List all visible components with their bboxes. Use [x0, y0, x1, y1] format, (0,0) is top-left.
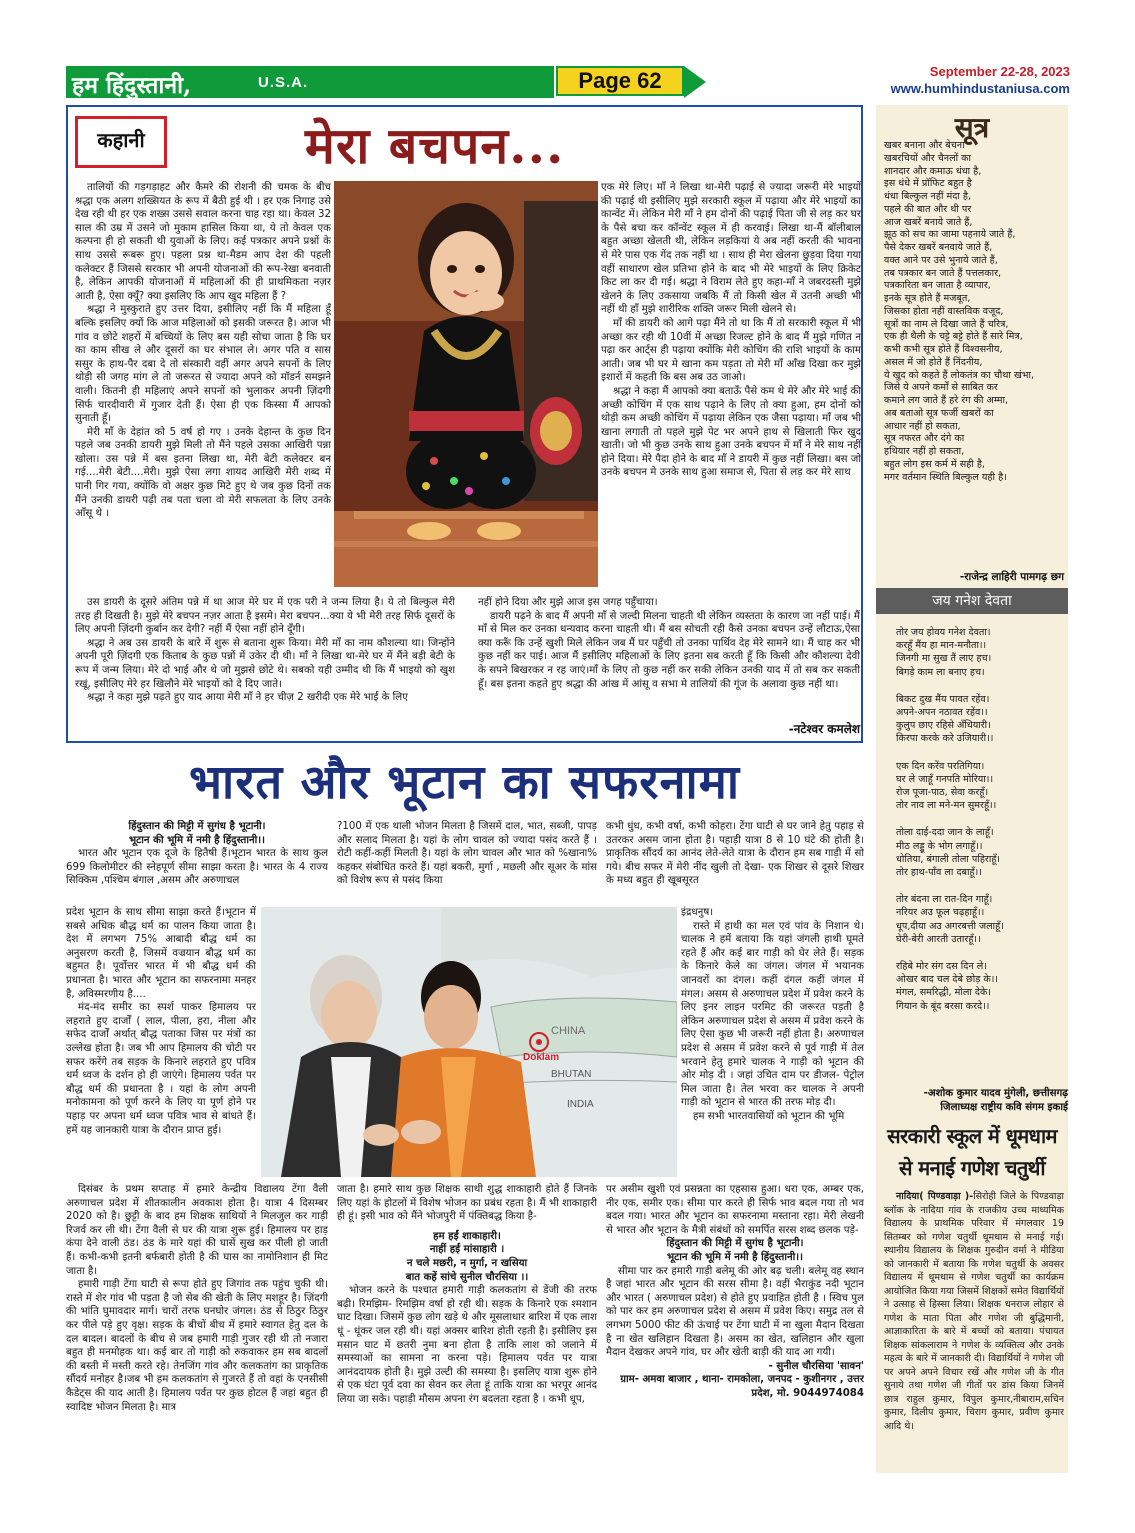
- poem-line: तोर जय होवय गनेश देवता।: [896, 627, 991, 638]
- paragraph: मेरी माँ के देहांत को 5 वर्ष हो गए । उनके देहान्त के कुछ दिन पहले जब उनकी डायरी मुझे मिली तो मैंने पहले उसका आखिरी पन्ना खोला। उस पन्ने में बस इतना लिखा था, मेरी बेटी कलेक्टर बन गई....मेरी बेटी....मेरी। मुझे ऐसा लगा शायद आखिरी मेरी शब्द में पानी गिर गया, क्योंकि वो अक्षर कुछ मिटे हुए थे जब कुछ दिनों तक मैंने उनकी डायरी पढ़ी तब पता चला वो मेरी सफलता के लिए उनके आँसू थे ।: [75, 426, 331, 520]
- poem-line: बिकट दुख मैंय पावत रहेंव।: [896, 693, 990, 705]
- poem-line: बिगड़े काम ला बनाए हच।: [896, 666, 985, 678]
- paragraph: प्रदेश भूटान के साथ सीमा साझा करते हैं।भूटान में सबसे अधिक बौद्ध धर्म का पालन किया जाता है। देश में लगभग 75% आबादी बौद्ध धर्म का अनुसरण करती है, जिसमें वज्रयान बौद्ध धर्म का बहुमत है। पूर्वोत्तर भारत में भी बौद्ध धर्म की प्रधानता है। भारत और भूटान का सफरनामा मनहर है, अविस्मरणीय है....: [66, 907, 256, 1000]
- author-line: जिलाध्यक्ष राष्ट्रीय कवि संगम इकाई: [940, 1101, 1068, 1113]
- poem-line: अपने-अपन नठावत रहेंव।।: [896, 707, 988, 719]
- poem-line: जिसे ये अपने कर्मों से साबित कर: [884, 382, 998, 394]
- paragraph: श्रद्धा ने मुस्कुराते हुए उत्तर दिया, इसीलिए नहीं कि मैं महिला हूँ बल्कि इसलिए क्यों कि आज महिलाओं को इसकी जरूरत है। आज भी गांव व छोटे शहरों में बच्चियों के लिए बस यही सोचा जाता है कि घर का काम सीख ले और दूसरों का घर संभाल ले। अगर पति व सास ससुर के हाथ-पैर दबा दे तो संस्कारी वहीं अगर अपने सपनों के लिए थोड़ी सी जगह मांग ले तो जरूरत से ज्यादा अपने को मॉडर्न समझने वाली। कितनी ही महिलाएं अपने सपनों को भुलाकर अपनी ज़िंदगी सिर्फ चारदीवारी में गुजार देती हैं। ऐसा ही एक किस्सा मैं आपको सुनाती हूँ।: [75, 304, 331, 425]
- map-label-bhutan: BHUTAN: [551, 1069, 592, 1080]
- poem-line: ये खुद को कहते हैं लोकतंत्र का चौथा खंभा,: [884, 369, 1035, 381]
- closing-line: भूटान की भूमि में नमी है हिंदुस्तानी।।: [667, 1251, 803, 1263]
- article-column: [337, 1183, 597, 1473]
- story-tag: कहानी: [97, 128, 145, 152]
- news-body: [884, 1190, 1064, 1474]
- poem-line: आज खबरें बनाये जाते हैं,: [884, 216, 973, 228]
- closing-line: हिंदुस्तान की मिट्टी में सुगंध है भूटानी।: [666, 1238, 804, 1250]
- poem-line: गियान के बूंद बरसा करदे।।: [896, 1000, 990, 1012]
- paragraph: श्रद्धा ने अब उस डायरी के बारे में शुरू से बताना शुरू किया। मेरी माँ का नाम कौशल्या था। जिन्होंने अपनी पूरी ज़िंदगी एक किताब के कुछ पन्नों में उकेर दी थी। माँ ने लिखा था-मेरे घर में मैंने बड़ी बेटी के रूप में जन्म लिया। मेरे दो भाई और थे जो मुझसे छोटे थे। सबको यही उम्मीद थी कि मैं भाइयो को खुश रखूं, इसीलिए मेरे हर खिलौने मेरे भाइयों को दे दिए जाते।: [75, 637, 455, 690]
- paragraph: डायरी पढ़ने के बाद मैं अपनी माँ से जल्दी मिलना चाहती थी लेकिन व्यस्तता के कारण जा नहीं पाई। मैं माँ से मिल कर उनका धन्यवाद करना चाहती थी। मैं बस सोचती रही कैसे उनका बचपन उन्हें लौटाऊ,ऐसा क्या करूँ कि उन्हें खुशी मिले लेकिन जब मैं घर पहुँची तो उनका पार्थिव देह मेरे सामने था। मैं चाह कर भी कुछ नहीं कर पाई। आज मैं इसीलिए महिलाओं के लिए इतना सब करती हूँ कि किसी और कौशल्या देवी के सपने बिखरकर न रह जाएं।माँ के लिए तो कुछ नहीं कर सकी लेकिन उनकी याद में तो सब कर सकती हूँ। बस इतना कहते हुए श्रद्धा की आंख में आंसू व सभा मे तालियों की गूंज के अलावा कुछ नहीं था।: [478, 610, 860, 690]
- poem-line: तब पत्रकार बन जाते हैं पत्तलकार,: [884, 267, 1002, 279]
- poem-line: मगर वर्तमान स्थिति बिल्कुल यही है।: [884, 471, 1007, 483]
- website-link[interactable]: www.humhindustaniusa.com: [890, 81, 1070, 96]
- poem-line: रहिबे मोर संग दस दिन ले।: [896, 961, 987, 973]
- article-column: [606, 1183, 864, 1473]
- story-photo: [334, 181, 598, 587]
- article-column: [66, 1183, 328, 1473]
- poem-line: करहूँ मैंय हा मान-मनौता।।: [896, 640, 987, 652]
- paragraph: श्रद्धा ने कहा मुझे पढ़ते हुए याद आया मेरी माँ ने हर चीज़ 2 खरीदी एक मेरे भाई के लिए: [87, 692, 408, 704]
- verse-line: नाहीं हईं मांसाहारी ।: [429, 1244, 505, 1256]
- map-photo: [261, 907, 677, 1177]
- poem-title: सूत्र: [954, 111, 990, 144]
- story-column: [478, 596, 860, 720]
- paragraph: रास्ते में हाथी का मल एवं पांव के निशान थे। चालक ने हमें बताया कि यहां जंगली हाथी घूमते रहते हैं और कई बार गाड़ी को घेर लेते हैं। सड़क के किनारे केले का जंगल। जंगल में भयानक जानवरों का दंगल। कहीं दंगल कहीं जंगल में मंगल। असम से अरुणाचल प्रदेश में प्रवेश करने के लिए इनर लाइन परमिट की जरूरत पड़ती है लेकिन अरुणाचल प्रदेश से असम में प्रवेश करने के लिए ऐसा कुछ भी जरूरी नहीं होता है। अरुणाचल प्रदेश से असम में प्रवेश करने से पूर्व गाड़ी में तेल भरवाने हेतु हमारे चालक ने गाड़ी को भूटान की ओर मोड़ दी । जहां उचित दाम पर डीजल- पेट्रोल मिल जाता है। तेल भरवा कर चालक ने अपनी गाड़ी को भूटान से भारत की तरफ मोड़ दी।: [681, 920, 864, 1109]
- map-label-doklam: Doklam: [523, 1052, 560, 1063]
- poem-line: मीठ लड्डू के भोग लगाहूँ।।: [896, 840, 983, 852]
- poem-line: धोतिया, बंगाली तोला पहिराहूँ।: [896, 853, 1001, 865]
- poem-body: [884, 140, 1064, 484]
- verse-line: हम हईं शाकाहारी।: [433, 1230, 501, 1242]
- article-column: [606, 820, 864, 906]
- paragraph: उस डायरी के दूसरे अंतिम पन्ने में था आज मेरे घर में एक परी ने जन्म लिया है। ये तो बिल्कुल मेरी तरह ही दिखती है। मुझे मेरे बचपन नज़र आता है इसमे। मेरा बचपन...क्या ये भी मेरी तरह सिर्फ दूसरों के लिए अपनी ज़िंदगी कुर्बान कर देगी? नहीं मैं ऐसा नहीं होने दूँगी।: [75, 597, 455, 636]
- paragraph: नहीं होने दिया और मुझे आज इस जगह पहुँचाया।: [478, 597, 658, 608]
- poem-line: कभी कभी सूत्र होते हैं विश्वसनीय,: [884, 344, 1003, 355]
- paragraph: हमारी गाड़ी टेंगा घाटी से रूपा होते हुए जिगांव तक पहुंच चुकी थी। रास्ते में शेर गांव भी पड़ता है जो सेब की खेती के लिए मशहूर है। ज़िंदगी की भांति घुमावदार मार्ग। चारों तरफ घनघोर जंगल। ठंड से ठिठुर ठिठुर कर पीले पड़े हुए वृक्ष। सड़क के बीचों बीच में हमारे स्वागत हेतु दल के दल बादल। बादलों के बीच से जब हमारी गाड़ी गुजर रही थी तो नजारा बहुत ही मनमोहक था। कई बार तो गाड़ी को रुकवाकर हम सब बादलों की बस्ती में मस्ती करते रहे। तेनजिंग गांव और कलकतांग का प्राकृतिक सौंदर्य मनोहर है।जब भी हम कलकतांग से गुजरते हैं तो वहां के एनसीसी कैडेट्स की याद आती है। हिमालय पर्वत पर कुछ होटल हैं जहां बहुत ही स्वादिष्ट भोजन मिलता है। मात्र: [66, 1279, 328, 1413]
- poem-line: आधार नहीं हो सकता,: [884, 420, 961, 432]
- verse-line: न चले मछरी, न मुर्गा, न खसिया: [406, 1257, 528, 1269]
- story-column: [75, 596, 455, 720]
- poem-line: जिनगी मा सुख तैं लाए हच।: [896, 653, 992, 665]
- poem-line: नरियर अउ फूल चढ़हाहूँ।।: [896, 907, 985, 919]
- poem-line: तोर हाथ-पाँव ला दबाहूँ।।: [896, 867, 982, 879]
- headline-line: से मनाई गणेश चतुर्थी: [898, 1156, 1046, 1180]
- poem-line: हथियार नहीं हो सकता,: [884, 446, 965, 457]
- poem-line: असल में जो होते हैं निंदनीय,: [884, 356, 983, 368]
- poem-author: [884, 1087, 1068, 1114]
- poem-line: तोर बंदना ला रात-दिन गाहूँ।: [896, 894, 993, 906]
- paragraph: श्रद्धा ने कहा मैं आपको क्या बताऊँ पैसे कम थे मेरे और मेरे भाई की अच्छी कोचिंग में एक साथ पढ़ाने के लिए तो क्या हुआ, हम दोनों को थोड़ी कम अच्छी कोचिंग में पढ़ाया लेकिन एक जैसा पढ़ाया। माँ जब भी खाना लगाती तो पहले मुझे पेट भर अपने हाथ से खिलाती फिर खुद खाती। जो भी कुछ उनके साथ हुआ उनके बचपन में माँ ने मेरे साथ नहीं होने दिया। मेरे पैदा होने के बाद माँ ने डायरी में कुछ नहीं लिखा। बस जो उनके बचपन मे उनके साथ हुआ समाज से, पिता से लड़ कर मेरे साथ: [601, 385, 861, 479]
- poem-title: जय गनेश देवता: [932, 593, 1012, 609]
- article-column: [66, 820, 328, 906]
- poem-line: धंधा बिल्कुल नहीं मंदा है,: [884, 191, 972, 202]
- poem-line: रोज पूजा-पाठ, सेवा करहूँ।: [896, 787, 989, 799]
- map-label-india: INDIA: [567, 1099, 594, 1110]
- paragraph: माँ की डायरी को आगे पढ़ा मैंने तो था कि मैं तो सरकारी स्कूल में भी अच्छा कर रही थी 10वीं में अच्छा रिजल्ट होने के बाद मैं मुझे गणित न पढ़ा कर आर्ट्स ही पढ़ाया क्योंकि मेरी कोचिंग की राशि भाइयों के काम आती। जब भी घर मे खाना कम पड़ता तो मेरी माँ आँख दिखा कर मुझे इशारों में कहती कि बस अब उठ जाओ।: [601, 317, 861, 384]
- article-column: [66, 906, 256, 1180]
- poem-line: अब बताओ सूत्र फर्जी खबरों का: [884, 407, 994, 419]
- poem-author: -राजेन्द्र लाहिरी पामगढ़ छग: [959, 571, 1064, 583]
- paragraph: भोजन करने के पश्चात हमारी गाड़ी कलकतांग से डेंजी की तरफ बढ़ी। रिमझिम- रिमझिम वर्षा हो रही थी। सड़क के किनारे एक श्मशान घाट दिखा। जिसमें कुछ लोग खड़े थे और मूसलाधार बारिश में एक लाश धूं - धूंकर जल रही थी। यहां अक्सर बारिश होती रहती है। इसीलिए इस मसान घाट में छतरी नुमा बना होता है ताकि लाश को जलाने में समस्याओं का सामना ना करना पड़े। हिमालय पर्वत पर यात्रा आनंददायक होती है। मुझे उल्टी की समस्या है। इसलिए यात्रा शुरू होने से एक घंटा पूर्व दवा का सेवन कर लेता हूं ताकि यात्रा का भरपूर आनंद लिया जा सके। पहाड़ी मौसम अपना रंग बदलता रहता है । कभी धूप,: [337, 1285, 597, 1405]
- poem-line: जिसका होता नहीं वास्तविक वजूद,: [884, 305, 1004, 317]
- poem-line: कमाने लग जाते हैं हरे रंग की अम्मा,: [884, 395, 1008, 406]
- girl-photo-illustration: [334, 181, 598, 587]
- poem-line: झूठ को सच का जामा पहनाये जाते हैं,: [884, 229, 1016, 241]
- leaders-map-illustration: [261, 907, 677, 1177]
- poem-line: सूत्र नफरत और दंगे का: [884, 433, 965, 445]
- paragraph: एक मेरे लिए। माँ ने लिखा था-मेरी पढ़ाई से ज्यादा जरूरी मेरे भाइयों की पढ़ाई थी इसीलिए मुझे सरकारी स्कूल में पढ़ाया और मेरे भाइयों का कान्वेंट में। लेकिन मेरी माँ ने हम दोनों की पढ़ाई पिता जी से लड़ कर घर के पैसे बचा कर कॉन्वेंट स्कूल में ही करवाई। लिखा था-मैं बॉलीबाल बहुत अच्छा खेलती थी, लेकिन लड़कियां ये अब नहीं करती की भावना से मेरे पास एक गेंद तक नहीं था । साथ ही मेरा खेलना छुड़वा दिया गया वहीं साधारण खेल प्रतिभा होने के बाद भी मेरे भाइयों के लिए क्रिकेट किट ला कर दी गई। श्रद्धा ने विराम लेते हुए कहा-माँ ने जबरदस्ती मुझे खेलने के लिए उकसाया जबकि मैं तो किसी खेल में उतनी अच्छी भी नहीं थी हाँ मुझे शारीरिक शक्ति जरूर मिली खेलने से।: [601, 182, 861, 316]
- poem-line: मंगल, समरिद्धी, मोला देके।: [896, 987, 991, 999]
- poem-line: पत्रकारिता बन जाता है व्यापार,: [884, 280, 991, 292]
- poem-line: इस धंधे में प्रॉफिट बहुत है: [884, 178, 972, 190]
- poem-line: कुलुप छाए रहिसे अँधियारी।: [896, 720, 991, 732]
- paragraph: भारत और भूटान एक दूजे के हितैषी हैं।भूटान भारत के साथ कुल 699 किलोमीटर की स्नेहपूर्ण सीमा साझा करता है। भारत के 4 राज्य सिक्किम ,पश्चिम बंगाल ,असम और अरुणाचल: [66, 848, 328, 887]
- story-column: [75, 181, 331, 593]
- dateline: नादिया( पिण्डवाड़ा )-: [896, 1191, 974, 1202]
- paragraph: हम सभी भारतवासियों को भूटान की भूमि: [693, 1110, 845, 1122]
- story-title: मेरा बचपन...: [305, 116, 565, 175]
- author-address: ग्राम- अमवा बाजार , थाना- रामकोला, जनपद - कुशीनगर , उत्तर प्रदेश, मो. 9044974084: [620, 1374, 864, 1399]
- paragraph: जाता है। हमारे साथ कुछ शिक्षक साथी शुद्ध शाकाहारी होते हैं जिनके लिए यहां के होटलों में विशेष भोजन का प्रबंध रहता है। मैं भी शाकाहारी ही हूं। इसी भाव को मैंने भोजपुरी में पंक्तिबद्ध किया है-: [337, 1184, 597, 1223]
- paragraph: दिसंबर के प्रथम सप्ताह में हमारे केन्द्रीय विद्यालय टेंगा वैली अरुणाचल प्रदेश में शीतकालीन अवकाश होता है। यात्रा 4 दिसम्बर 2020 को है। छुट्टी के बाद हम शिक्षक साथियों ने मिलजुल कर गाड़ी रिजर्व कर ली थी। टेंगा वैली से घर की यात्रा शुरू हुई। हिमालय पर हाड़ कंपा देने वाली ठंड। ठंड के मारे यहां की घासें सुख कर पीली हो जाती हैं। कभी-कभी इतनी बर्फबारी होती है की घास का नामोनिशान ही मिट जाता है।: [66, 1184, 328, 1277]
- poem-line: सूत्रों का नाम ले दिखा जाते हैं चरित्र,: [884, 318, 1009, 330]
- poem-line: धूप,दीया अउ अगरबत्ती जलाहूँ।: [896, 920, 1004, 932]
- poem-line: किरपा करके करे उजियारी।।: [896, 733, 994, 745]
- paragraph: सीमा पार कर हमारी गाड़ी बलेमू की ओर बढ़ चली। बलेमू वह स्थान है जहां भारत और भूटान की सरस सीमा है। वहीं भैराकुंड नदी भूटान और भारत ( अरुणाचल प्रदेश) से होते हुए प्रवाहित होती है । स्विच पुल को पार कर हम अरुणाचल प्रदेश से असम में प्रवेश किए। समुद्र तल से लगभग 5000 फीट की ऊंचाई पर टेंगा घाटी में ना खुला मैदान दिखता है ना खेत खलिहान दिखता है। असम का खेत, खलिहान और खुला मैदान देखकर अपने गांव, घर और खेती बाड़ी की याद आ गयी।: [606, 1265, 864, 1359]
- news-headline: [876, 1120, 1068, 1184]
- paragraph: ?100 में एक थाली भोजन मिलता है जिसमें दाल, भात, सब्जी, पापड़ और सलाद मिलता है। यहां के लोग चावल को ज्यादा पसंद करते हैं । रोटी कहीं-कहीं मिलती है। यहां के लोग चावल और भात को %खाना% कहकर संबोधित करते हैं। यहां बकरी, मुर्गा , मछली और सूअर के मांस को विशेष रूप से पसंद किया: [337, 821, 597, 887]
- masthead-arrow: [684, 66, 706, 98]
- paragraph: इंद्रधनुष।: [681, 907, 714, 918]
- poem-line: एक दिन करेंव परतिगिया।: [896, 760, 985, 772]
- poem-line: शानदार और कमाऊ धंधा है,: [884, 165, 982, 177]
- poem-line: एक ही थैली के चट्टे बट्टे होते हैं सारे मित्र,: [884, 331, 1023, 343]
- poem-line: इनके सूत्र होते हैं मजबूत,: [884, 293, 971, 304]
- heading-line: हिंदुस्तान की मिट्टी में सुगंध है भूटानी।: [128, 821, 266, 832]
- author-name: - सुनील चौरसिया 'सावन': [768, 1360, 864, 1372]
- paragraph: मंद-मंद समीर का स्पर्श पाकर हिमालय पर लहराते हुए दार्जों ( लाल, पीला, हरा, नीला और सफेद दार्जों अर्थात् बौद्ध पताका जिस पर मंत्रों का उल्लेख होता है। जब भी आप हिमालय की चोटी पर सफर करेंगे तब सड़क के किनारे लहराते हुए पवित्र धर्म ध्वज के दर्शन हो ही जाएंगे। हिमालय पर्वत पर बौद्ध धर्म की प्रधानता है । यहां के लोग अपनी मनोकामना को पूर्ण करने के लिए या पूर्ण होने पर पहाड़ पर अपना धर्म ध्वज पवित्र भाव से बांधते हैं। हमें यह जानकारी यात्रा के दौरान प्राप्त हुई।: [66, 1002, 256, 1136]
- poem-body: [896, 626, 1064, 1027]
- paragraph: तालियों की गड़गड़ाहट और कैमरे की रोशनी की चमक के बीच श्रद्धा एक अलग शख्सियत के रूप में बैठी हुई थी । हर एक निगाह उसे देख रही थी हर एक शख्स उससे सवाल करना चाह रहा था। केवल 32 साल की उम्र में उसने जो मुकाम हासिल किया था, ये तो केवल एक कल्पना ही हो सकती थी युवाओं के लिए। कई पत्रकार अपने प्रश्नों के साथ उससे रूबरू हुए। पहला प्रश्न था-मैडम आप देश की पहली कलेक्टर हैं जिससे सरकार भी अपनी योजनाओं की रूप-रेखा बनवाती है, लेकिन आपकी योजनाओं में महिलाओं की ही प्राथमिकता नज़र आती है, ऐसा क्यूँ? क्या इसलिए कि आप खुद महिला हैं ?: [75, 182, 331, 302]
- poem-line: पहले की बात और थी पर: [884, 203, 972, 215]
- news-text: सिरोही जिले के पिण्डवाड़ा ब्लॉक के नादिया गांव के राजकीय उच्च माध्यमिक विद्यालय के प्राथमिक परिवार में मंगलवार 19 सितम्बर को गणेश चतुर्थी धूमधाम से मनाई गई। स्थानीय विद्यालय के शिक्षक गुरुदीन वर्मा ने मीडिया को जानकारी में बताया कि गणेश चतुर्थी के अवसर विद्यालय में धूमधाम से गणेश चतुर्थी का कार्यक्रम आयोजित किया गया जिसमें शिक्षकों समेत विद्यार्थियों ने उत्साह से हिस्सा लिया। शिक्षक धनराज लोहार से गणेश के माता पिता और गणेश जी बुद्धिमानी, आज्ञाकारिता के बारे में बच्चों को बताया। पंचायत शिक्षक सांकलाराम ने गणेश के व्यक्तित्व और उनके महत्व के बारे में जानकारी दी। विद्यार्थियों ने गणेश जी पर अपने अपने विचार रखें और गणेश जी के गीत सुनाये तथा गणेश जी गीतों पर डांस किया जिनमें छात्र राहुल कुमार, विपुल कुमार,नीबाराम,सचिन कुमार, दिलीप कुमार, चिराग कुमार, प्रवीण कुमार आदि थे।: [884, 1191, 1064, 1432]
- newspaper-title-suffix: U.S.A.: [258, 74, 309, 91]
- poem-line: ओखर बाद चल देबे छोड़ के।।: [896, 974, 999, 986]
- paragraph: कभी धुंध, कभी वर्षा, कभी कोहरा। टेंगा घाटी से घर जाने हेतु पहाड़ से उतरकर असम जाना होता है। पहाड़ी यात्रा 8 से 10 घंटे की होती है। प्राकृतिक सौंदर्य का आनंद लेते-लेते यात्रा के दौरान हम सब गाड़ी में सो गये। बीच सफर में मेरी नींद खुली तो देखा- एक शिखर से दूसरे शिखर के मध्य बहुत ही खूबसूरत: [606, 821, 864, 887]
- story-column: [601, 181, 861, 593]
- paragraph: पर असीम खुशी एवं प्रसन्नता का एहसास हुआ। धरा एक, अम्बर एक, नीर एक, समीर एक। सीमा पार करते ही सिर्फ भाव बदल गया तो भव बदल गया। भारत और भूटान का सफरनामा मस्ताना रहा। मेरी लेखनी से भारत और भूटान के मैत्री संबंधों को समर्पित सरस शब्द छलक पड़े-: [606, 1184, 864, 1236]
- poem-line: पैसे देकर खबरें बनवाये जाते हैं,: [884, 242, 993, 253]
- poem-line: वक्त आने पर उसे भुनाये जाते हैं,: [884, 254, 998, 266]
- poem-line: तोर नाव ला मने-मन सुमरहूँ।।: [896, 800, 997, 812]
- newspaper-title: हम हिंदुस्तानी,: [72, 72, 192, 99]
- page-number: Page 62: [578, 68, 662, 93]
- article-column: [681, 906, 864, 1180]
- poem-line: घर ले जाहूँ गनपति मोरिया।।: [896, 773, 994, 785]
- poem-line: खबरचियों और चैनलों का: [884, 152, 972, 164]
- headline-line: सरकारी स्कूल में धूमधाम: [887, 1124, 1057, 1148]
- heading-line: भूटान की भूमि में नमी है हिंदुस्तानी।।: [129, 834, 265, 846]
- issue-date: September 22-28, 2023: [929, 64, 1070, 79]
- story-author: -नटेश्वर कमलेश: [788, 722, 860, 736]
- travelogue-title: भारत और भूटान का सफरनामा: [188, 755, 740, 810]
- poem-line: तोला दाई-ददा जान के लाहूँ।: [896, 827, 994, 839]
- article-column: [337, 820, 597, 906]
- verse-line: बात कहें सांचे सुनील चौरसिया ।।: [405, 1271, 529, 1283]
- poem-line: बहुत लोग इस कर्म में सही है,: [884, 458, 985, 470]
- poem-line: घेरी-बेरी आरती उतारहूँ।।: [896, 933, 981, 945]
- map-label-china: CHINA: [551, 1025, 586, 1037]
- author-line: -अशोक कुमार यादव मुंगेली, छत्तीसगढ़: [923, 1088, 1068, 1099]
- poem-line: खबर बनाना और बेचना: [884, 140, 965, 151]
